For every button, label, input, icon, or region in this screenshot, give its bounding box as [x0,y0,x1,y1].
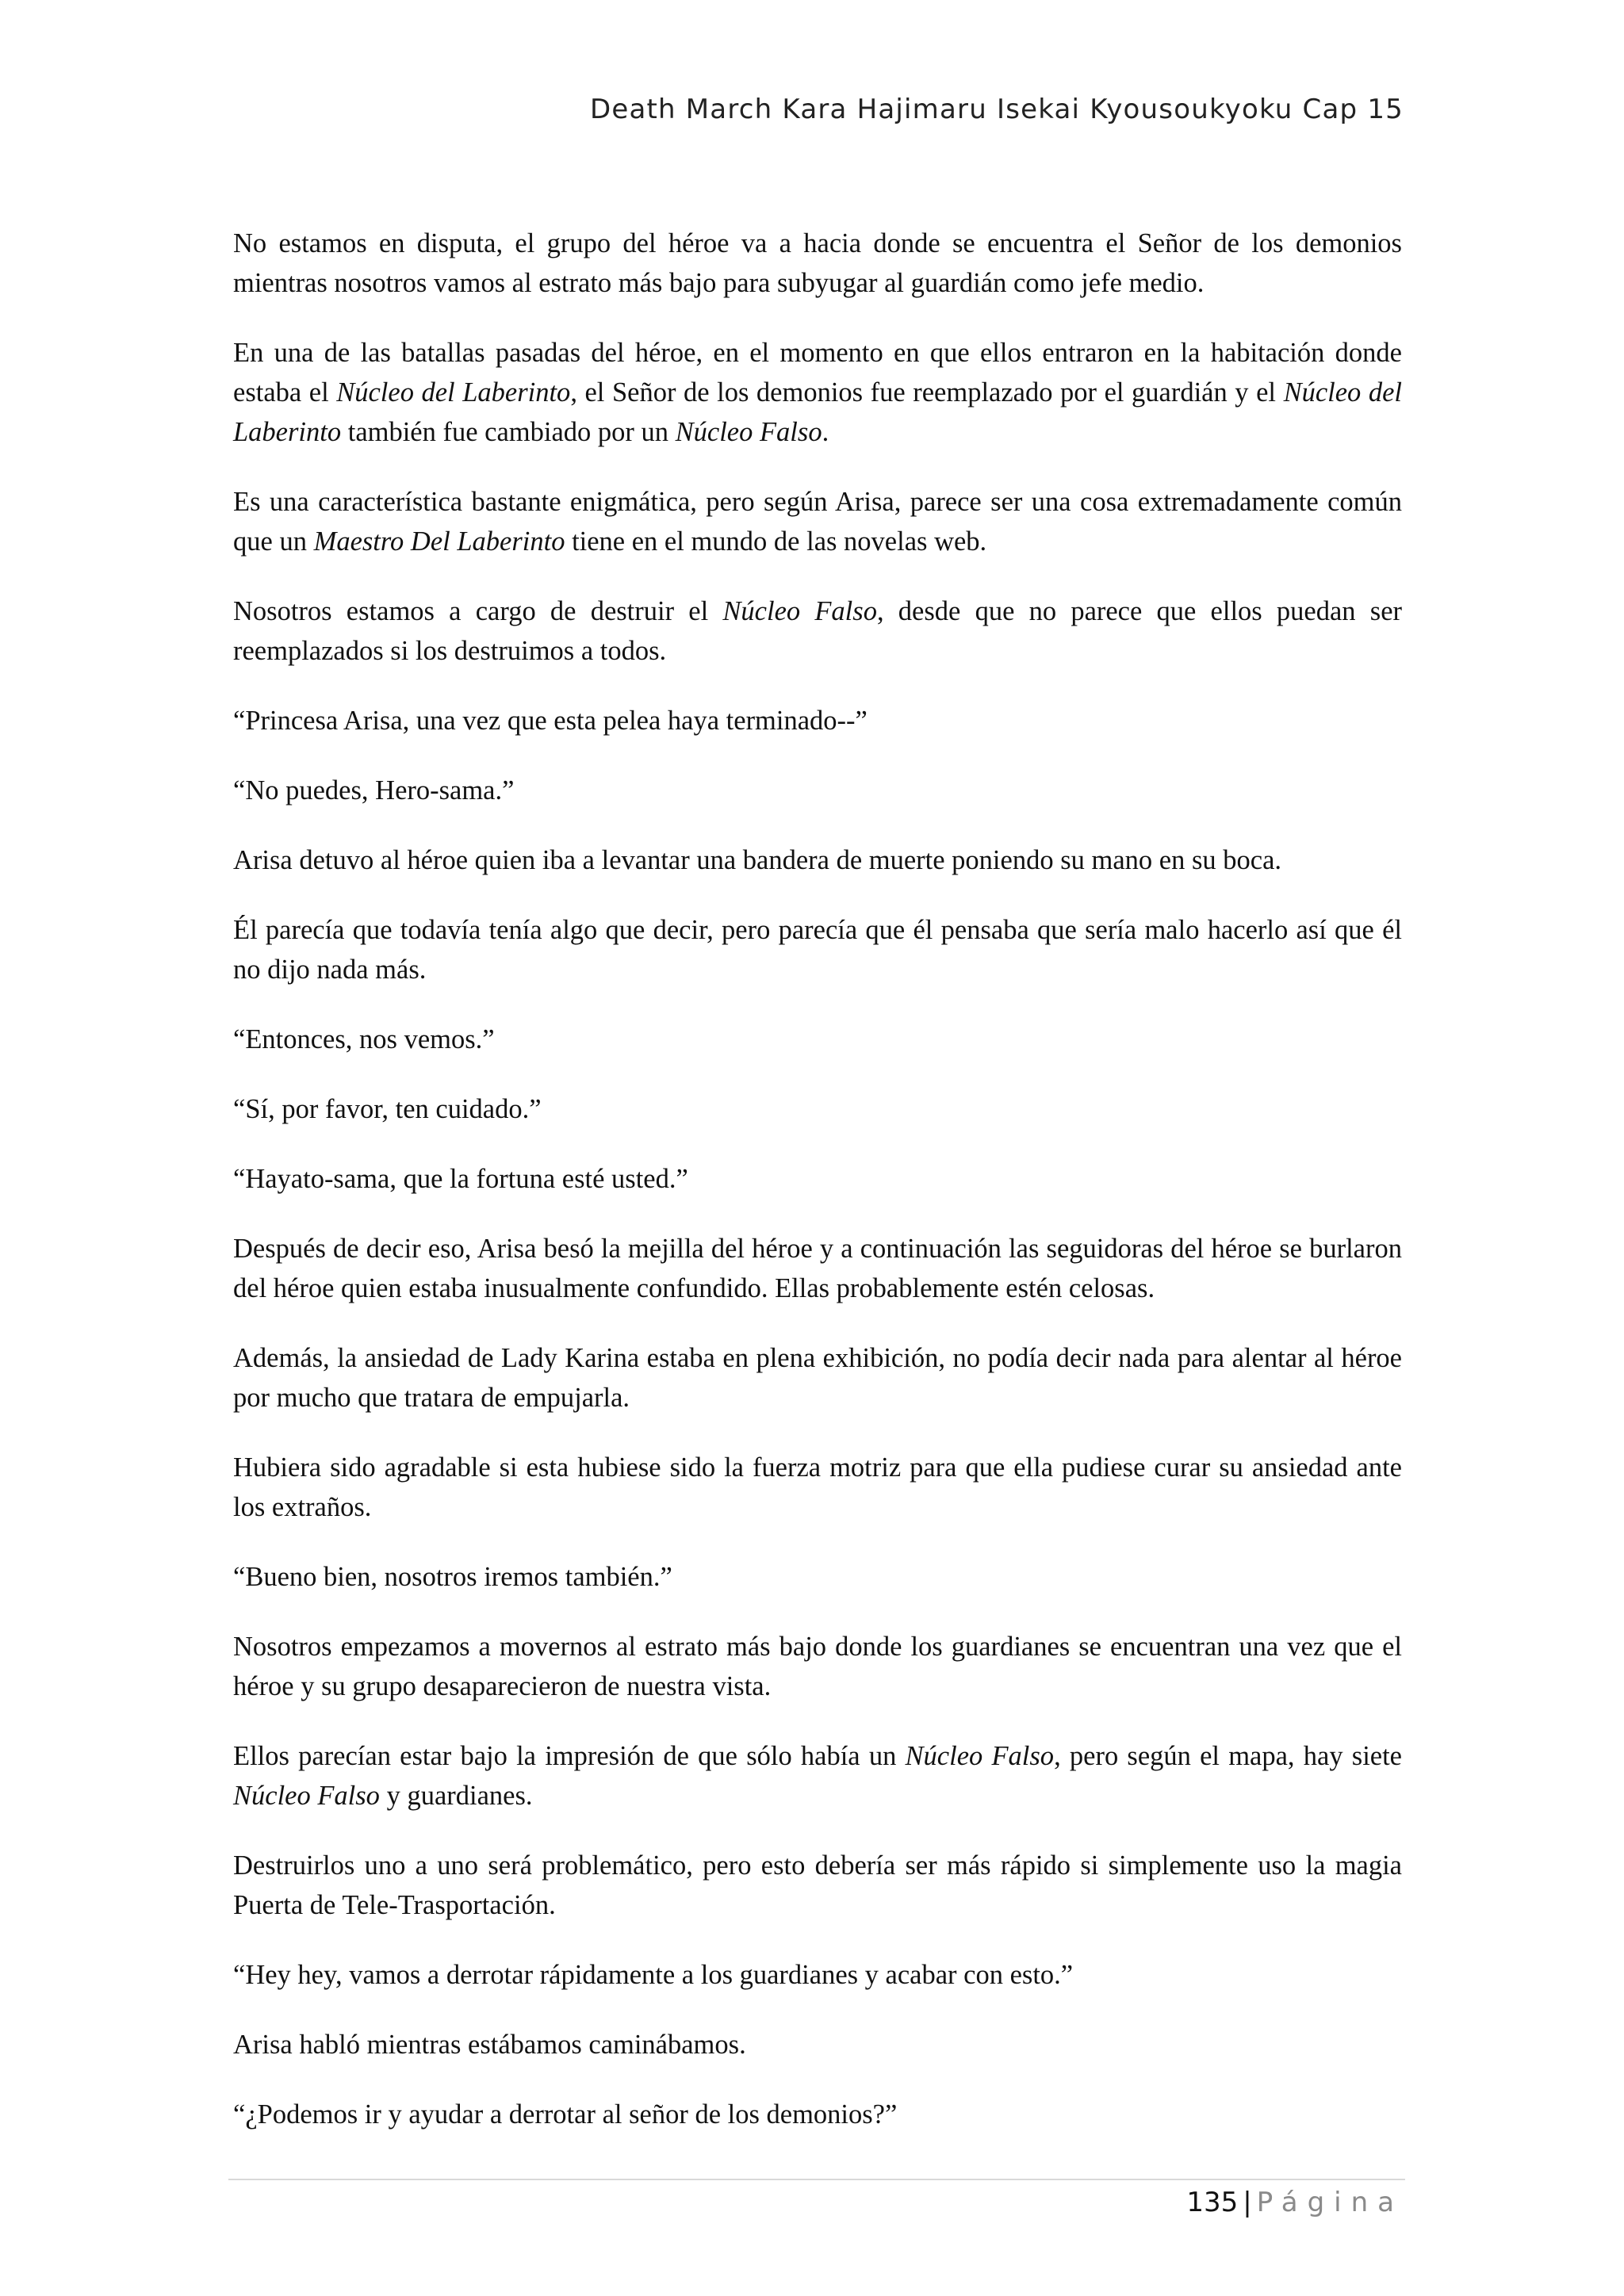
text-run: , pero según el mapa, hay siete [1054,1741,1402,1771]
paragraph [233,1229,1402,1308]
text-run: “No puedes, Hero-sama.” [233,775,515,806]
italic-term: Núcleo del Laberinto [336,377,571,408]
text-run: , el Señor de los demonios fue reemplazado por el guardián y el [570,377,1284,408]
paragraph [233,1159,1402,1199]
paragraph [233,1557,1402,1597]
paragraph [233,910,1402,989]
text-run: “¿Podemos ir y ayudar a derrotar al señor de los demonios?” [233,2099,898,2130]
paragraph [233,1089,1402,1129]
text-run: y guardianes. [379,1781,533,1811]
paragraph [233,1020,1402,1059]
text-run: Después de decir eso, Arisa besó la mejilla del héroe y a continuación las seguidoras del héroe se burlaron del héroe quien estaba inusualmente confundido. Ellas probablemente estén celosas. [233,1234,1402,1303]
text-run: Es una característica bastante enigmática, pero según Arisa, parece ser una cosa extremadamente común que un [233,487,1402,557]
page-label: Página [1256,2187,1404,2218]
italic-term: Núcleo Falso [722,596,877,626]
text-run: “Hayato-sama, que la fortuna esté usted.” [233,1164,688,1194]
text-run: No estamos en disputa, el grupo del héroe va a hacia donde se encuentra el Señor de los demonios mientras nosotros vamos al estrato más bajo para subyugar al guardián como jefe medio. [233,228,1402,298]
text-run: Arisa detuvo al héroe quien iba a levantar una bandera de muerte poniendo su mano en su boca. [233,845,1282,875]
footer-separator: | [1243,2187,1252,2218]
text-run: Ellos parecían estar bajo la impresión de que sólo había un [233,1741,906,1771]
body-text [233,224,1402,2164]
text-run: tiene en el mundo de las novelas web. [565,526,987,557]
paragraph [233,2095,1402,2134]
paragraph [233,1338,1402,1418]
text-run: “Hey hey, vamos a derrotar rápidamente a los guardianes y acabar con esto.” [233,1960,1074,1990]
text-run: , desde que no parece que ellos puedan ser reemplazados si los destruimos a todos. [233,596,1402,666]
text-run: Arisa habló mientras estábamos caminábamos. [233,2030,746,2060]
text-run: Destruirlos uno a uno será problemático, pero esto debería ser más rápido si simplemente uso la magia Puerta de Tele-Trasportación. [233,1850,1402,1920]
italic-term: Núcleo Falso [905,1741,1055,1771]
page-footer [1186,2187,1404,2218]
paragraph [233,701,1402,740]
text-run: Además, la ansiedad de Lady Karina estaba en plena exhibición, no podía decir nada para alentar al héroe por mucho que tratara de empujarla. [233,1343,1402,1413]
paragraph [233,1448,1402,1527]
paragraph [233,224,1402,303]
text-run: Nosotros empezamos a movernos al estrato más bajo donde los guardianes se encuentran una vez que el héroe y su grupo desaparecieron de nuestra vista. [233,1632,1402,1701]
paragraph [233,840,1402,880]
italic-term: Núcleo Falso [233,1781,380,1811]
italic-term: Núcleo Falso [675,417,822,447]
text-run: Él parecía que todavía tenía algo que decir, pero parecía que él pensaba que sería malo hacerlo así que él no dijo nada más. [233,915,1402,985]
text-run: “Bueno bien, nosotros iremos también.” [233,1562,672,1592]
text-run: . [822,417,829,447]
text-run: “Sí, por favor, ten cuidado.” [233,1094,542,1124]
page-number: 135 [1186,2187,1239,2218]
paragraph [233,333,1402,452]
paragraph [233,2025,1402,2064]
paragraph [233,1846,1402,1925]
footer-divider [228,2179,1405,2180]
text-run: “Princesa Arisa, una vez que esta pelea haya terminado--” [233,706,868,736]
text-run: En una de las batallas pasadas del héroe, en el momento en que ellos entraron en la habitación donde estaba el [233,338,1402,408]
paragraph [233,1736,1402,1816]
italic-term: Maestro Del Laberinto [313,526,565,557]
paragraph [233,591,1402,671]
text-run: también fue cambiado por un [341,417,676,447]
paragraph [233,1627,1402,1706]
paragraph [233,482,1402,561]
running-header: Death March Kara Hajimaru Isekai Kyousoukyoku Cap 15 [589,94,1404,125]
text-run: Hubiera sido agradable si esta hubiese sido la fuerza motriz para que ella pudiese curar su ansiedad ante los extraños. [233,1452,1402,1522]
italic-term: Núcleo del Laberinto [233,377,1402,447]
paragraph [233,1955,1402,1995]
paragraph [233,771,1402,810]
text-run: Nosotros estamos a cargo de destruir el [233,596,723,626]
text-run: “Entonces, nos vemos.” [233,1024,495,1054]
